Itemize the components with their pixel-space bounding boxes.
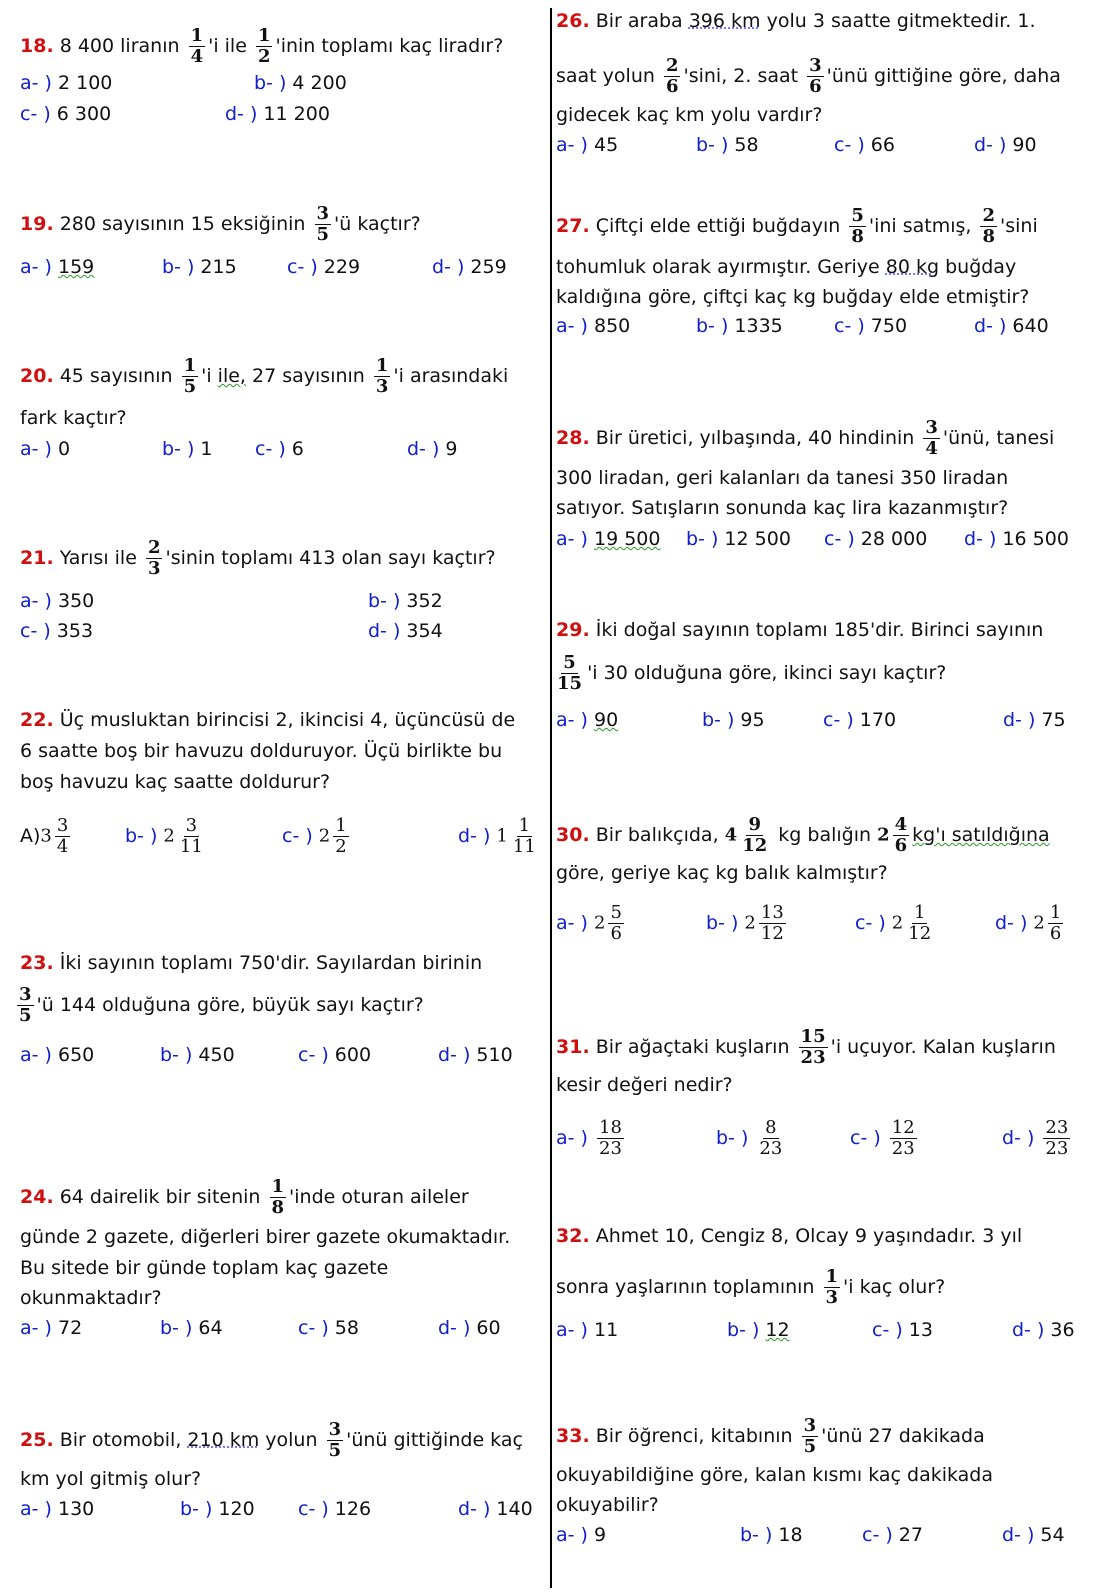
question-number: 28.: [556, 427, 590, 449]
question-number: 23.: [20, 952, 54, 974]
option-b[interactable]: b- ) 450: [160, 1044, 235, 1066]
option-b[interactable]: b- ) 352: [368, 590, 443, 612]
question-27-stem: 27. Çiftçi elde ettiği buğdayın $\frac{5}{8}$ 'ini satmış, $\frac{2}{8}$ 'sini: [556, 205, 1038, 247]
question-33-stem: 33. Bir öğrenci, kitabının $\frac{3}{5}$ 'ünü 27 dakikada: [556, 1415, 985, 1457]
option-c[interactable]: c- ) $\frac{12}{23}$: [850, 1117, 915, 1159]
option-b[interactable]: b- ) 58: [696, 134, 759, 156]
option-d[interactable]: d- ) 9: [407, 438, 458, 460]
option-d[interactable]: d- ) 60: [438, 1317, 501, 1339]
option-d[interactable]: d- ) 54: [1002, 1524, 1065, 1546]
question-number: 25.: [20, 1429, 54, 1451]
question-20-stem: 20. 45 sayısının $\frac{1}{5}$ 'i ile, 27 sayısının $\frac{1}{3}$ 'i arasındaki: [20, 355, 509, 397]
question-number: 30.: [556, 824, 590, 846]
option-a[interactable]: a- ) 9: [556, 1524, 607, 1546]
question-23-stem: 23. İki sayının toplamı 750'dir. Sayılardan birinin: [20, 952, 483, 974]
option-b[interactable]: b- ) 1: [162, 438, 213, 460]
fraction: $\frac{2}{3}$: [147, 537, 161, 579]
option-a[interactable]: a- ) $\frac{18}{23}$: [556, 1117, 622, 1159]
question-number: 32.: [556, 1225, 590, 1247]
option-c[interactable]: c- ) 750: [834, 315, 908, 337]
option-d[interactable]: d- ) 36: [1012, 1319, 1075, 1341]
option-c[interactable]: c- ) 229: [287, 256, 361, 278]
question-number: 18.: [20, 35, 54, 57]
option-b[interactable]: b- ) 2 $\frac{13}{12}$: [706, 902, 784, 944]
fraction: $\frac{15}{23}$: [800, 1026, 826, 1068]
option-b[interactable]: b- ) 18: [740, 1524, 803, 1546]
option-a[interactable]: a- ) 850: [556, 315, 631, 337]
option-b[interactable]: b- ) $\frac{8}{23}$: [716, 1117, 783, 1159]
option-d[interactable]: d- ) 2 $\frac{1}{6}$: [995, 902, 1062, 944]
question-30-stem: 30. Bir balıkçıda, 4 $\frac{9}{12}$ kg balığın 2 $\frac{4}{6}$ kg'ı satıldığına: [556, 814, 1050, 856]
option-d[interactable]: d- ) 1 $\frac{1}{11}$: [458, 815, 536, 857]
fraction: $\frac{3}{5}$: [328, 1419, 342, 1461]
option-d[interactable]: d- ) 354: [368, 620, 443, 642]
column-divider: [550, 8, 552, 1588]
fraction: $\frac{3}{5}$: [803, 1415, 817, 1457]
option-a[interactable]: a- ) 130: [20, 1498, 95, 1520]
question-29-stem: 29. İki doğal sayının toplamı 185'dir. Birinci sayının: [556, 619, 1044, 641]
option-d[interactable]: d- ) 90: [974, 134, 1037, 156]
option-b[interactable]: b- ) 12: [727, 1319, 790, 1341]
option-c[interactable]: c- ) 27: [862, 1524, 923, 1546]
option-a[interactable]: a- ) 0: [20, 438, 71, 460]
option-b[interactable]: b- ) 4 200: [254, 72, 347, 94]
question-number: 21.: [20, 547, 54, 569]
question-number: 29.: [556, 619, 590, 641]
question-number: 31.: [556, 1036, 590, 1058]
fraction: $\frac{5}{15}$: [557, 652, 583, 694]
option-a[interactable]: a- ) 90: [556, 709, 619, 731]
option-c[interactable]: c- ) 126: [298, 1498, 372, 1520]
question-31-stem: 31. Bir ağaçtaki kuşların $\frac{15}{23}$ 'i uçuyor. Kalan kuşların: [556, 1026, 1056, 1068]
fraction: $\frac{1}{3}$: [825, 1266, 839, 1308]
option-d[interactable]: d- ) 640: [974, 315, 1049, 337]
fraction: $\frac{3}{4}$: [925, 417, 938, 459]
option-b[interactable]: b- ) 64: [160, 1317, 223, 1339]
fraction: $\frac{3}{5}$: [19, 984, 32, 1026]
option-a[interactable]: a- ) 72: [20, 1317, 83, 1339]
question-number: 27.: [556, 215, 590, 237]
question-number: 19.: [20, 213, 54, 235]
question-number: 20.: [20, 365, 54, 387]
option-b[interactable]: b- ) 215: [162, 256, 237, 278]
fraction: $\frac{3}{5}$: [316, 203, 330, 245]
option-a[interactable]: a- ) 11: [556, 1319, 619, 1341]
option-a[interactable]: a- ) 19 500: [556, 528, 661, 550]
fraction: $\frac{1}{3}$: [375, 355, 389, 397]
option-c[interactable]: c- ) 6: [255, 438, 304, 460]
question-18-stem: 18. 8 400 liranın $\frac{1}{4}$ 'i ile $\frac{1}{2}$ 'inin toplamı kaç liradır?: [20, 25, 504, 67]
question-21-stem: 21. Yarısı ile $\frac{2}{3}$ 'sinin toplamı 413 olan sayı kaçtır?: [20, 537, 496, 579]
option-a[interactable]: a- ) 159: [20, 256, 95, 278]
question-25-stem: 25. Bir otomobil, 210 km yolun $\frac{3}{5}$ 'ünü gittiğinde kaç: [20, 1419, 523, 1461]
question-19-stem: 19. 280 sayısının 15 eksiğinin $\frac{3}{5}$ 'ü kaçtır?: [20, 203, 421, 245]
option-d[interactable]: d- ) 75: [1003, 709, 1066, 731]
option-d[interactable]: d- ) 11 200: [225, 103, 330, 125]
option-b[interactable]: b- ) 120: [180, 1498, 255, 1520]
option-a[interactable]: a- ) 45: [556, 134, 619, 156]
fraction: $\frac{1}{2}$: [257, 25, 271, 67]
option-c[interactable]: c- ) 6 300: [20, 103, 112, 125]
option-a[interactable]: a- ) 2 100: [20, 72, 113, 94]
question-26-stem: 26. Bir araba 396 km yolu 3 saatte gitmektedir. 1.: [556, 10, 1036, 32]
fraction: $\frac{1}{8}$: [271, 1176, 285, 1218]
option-b[interactable]: b- ) 95: [702, 709, 765, 731]
question-number: 33.: [556, 1425, 590, 1447]
question-number: 24.: [20, 1186, 54, 1208]
option-a[interactable]: a- ) 650: [20, 1044, 95, 1066]
option-c[interactable]: c- ) 2 $\frac{1}{12}$: [855, 902, 932, 944]
question-24-stem: 24. 64 dairelik bir sitenin $\frac{1}{8}$ 'inde oturan aileler: [20, 1176, 469, 1218]
option-a[interactable]: a- ) 2 $\frac{5}{6}$: [556, 902, 622, 944]
option-d[interactable]: d- ) $\frac{23}{23}$: [1002, 1117, 1069, 1159]
fraction: $\frac{3}{6}$: [809, 55, 822, 97]
fraction: $\frac{1}{5}$: [183, 355, 197, 397]
option-c[interactable]: c- ) 66: [834, 134, 895, 156]
option-c[interactable]: c- ) 353: [20, 620, 94, 642]
option-b[interactable]: b- ) 1335: [696, 315, 783, 337]
question-22-stem: 22. Üç musluktan birincisi 2, ikincisi 4, üçüncüsü de: [20, 709, 516, 731]
fraction: $\frac{2}{8}$: [982, 205, 996, 247]
option-d[interactable]: d- ) 510: [438, 1044, 513, 1066]
fraction: $\frac{5}{8}$: [851, 205, 864, 247]
option-c[interactable]: c- ) 170: [823, 709, 897, 731]
question-number: 26.: [556, 10, 590, 32]
option-d[interactable]: d- ) 16 500: [964, 528, 1069, 550]
question-32-stem: 32. Ahmet 10, Cengiz 8, Olcay 9 yaşındadır. 3 yıl: [556, 1225, 1023, 1247]
option-b[interactable]: b- ) 2 $\frac{3}{11}$: [125, 815, 203, 857]
fraction: $\frac{2}{6}$: [665, 55, 679, 97]
option-c[interactable]: c- ) 13: [872, 1319, 933, 1341]
fraction: $\frac{1}{4}$: [190, 25, 204, 67]
option-c[interactable]: c- ) 58: [298, 1317, 359, 1339]
option-a[interactable]: A)3 $\frac{3}{4}$: [20, 815, 69, 857]
option-c[interactable]: c- ) 28 000: [824, 528, 928, 550]
option-b[interactable]: b- ) 12 500: [686, 528, 791, 550]
option-d[interactable]: d- ) 140: [458, 1498, 533, 1520]
question-28-stem: 28. Bir üretici, yılbaşında, 40 hindinin $\frac{3}{4}$ 'ünü, tanesi: [556, 417, 1055, 459]
question-number: 22.: [20, 709, 54, 731]
option-a[interactable]: a- ) 350: [20, 590, 95, 612]
option-d[interactable]: d- ) 259: [432, 256, 507, 278]
option-c[interactable]: c- ) 600: [298, 1044, 372, 1066]
option-c[interactable]: c- ) 2 $\frac{1}{2}$: [282, 815, 347, 857]
